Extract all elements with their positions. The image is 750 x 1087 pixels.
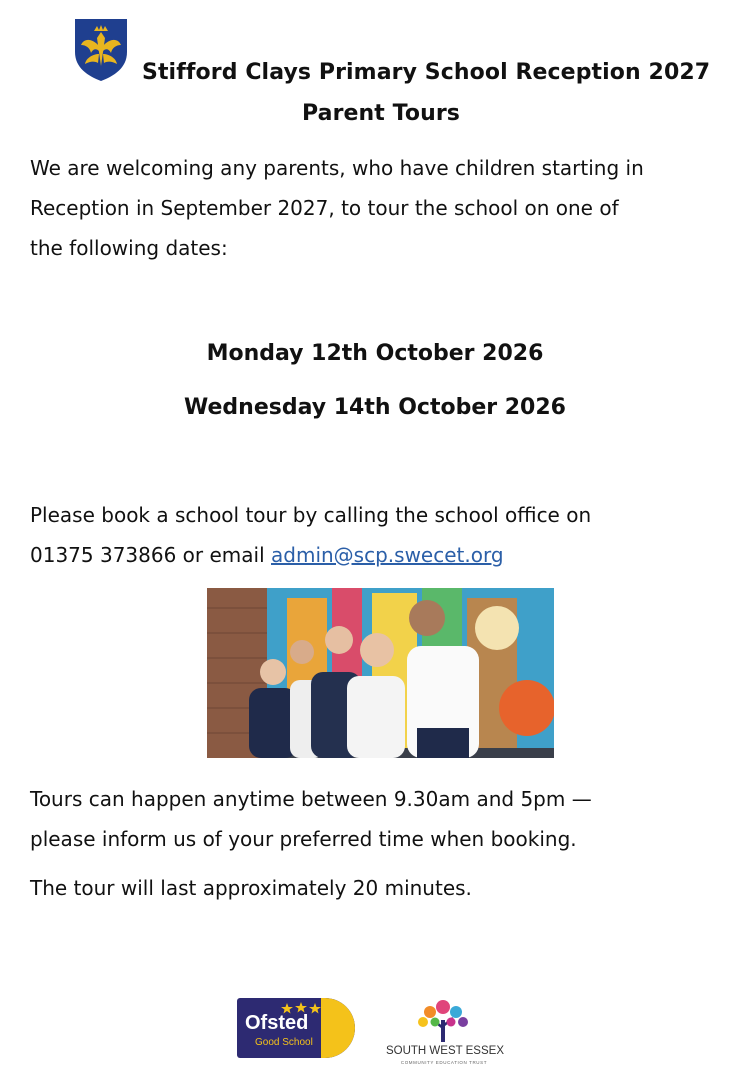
page-title: Stifford Clays Primary School Reception 2027 <box>142 60 711 85</box>
intro-paragraph <box>30 148 742 268</box>
intro-line: Reception in September 2027, to tour the school on one of <box>30 196 619 220</box>
email-link[interactable]: admin@scp.swecet.org <box>271 543 504 567</box>
school-children-photo <box>207 588 554 758</box>
school-crest-icon <box>74 18 128 82</box>
booking-line <box>30 535 742 575</box>
phone-text: 01375 373866 or email <box>30 543 272 567</box>
tour-date-2: Wednesday 14th October 2026 <box>184 395 566 420</box>
tours-line: Tours can happen anytime between 9.30am and 5pm — <box>30 787 592 811</box>
tour-date-1: Monday 12th October 2026 <box>206 341 544 366</box>
page-subtitle: Parent Tours <box>302 101 460 126</box>
ofsted-grade: Good School <box>255 1037 313 1048</box>
ofsted-logo <box>237 998 355 1058</box>
booking-line: Please book a school tour by calling the school office on <box>30 503 592 527</box>
tours-line: please inform us of your preferred time when booking. <box>30 827 577 851</box>
tours-paragraph <box>30 779 742 859</box>
intro-line: the following dates: <box>30 236 228 260</box>
tour-duration: The tour will last approximately 20 minutes. <box>30 876 472 900</box>
trust-subtitle: COMMUNITY EDUCATION TRUST <box>400 1060 488 1065</box>
ofsted-yellow-band <box>321 998 355 1058</box>
tree-icon <box>415 998 471 1044</box>
ofsted-name: Ofsted <box>245 1012 309 1034</box>
trust-name: SOUTH WEST ESSEX <box>385 1045 504 1057</box>
booking-paragraph <box>30 495 742 575</box>
intro-line: We are welcoming any parents, who have children starting in <box>30 156 644 180</box>
